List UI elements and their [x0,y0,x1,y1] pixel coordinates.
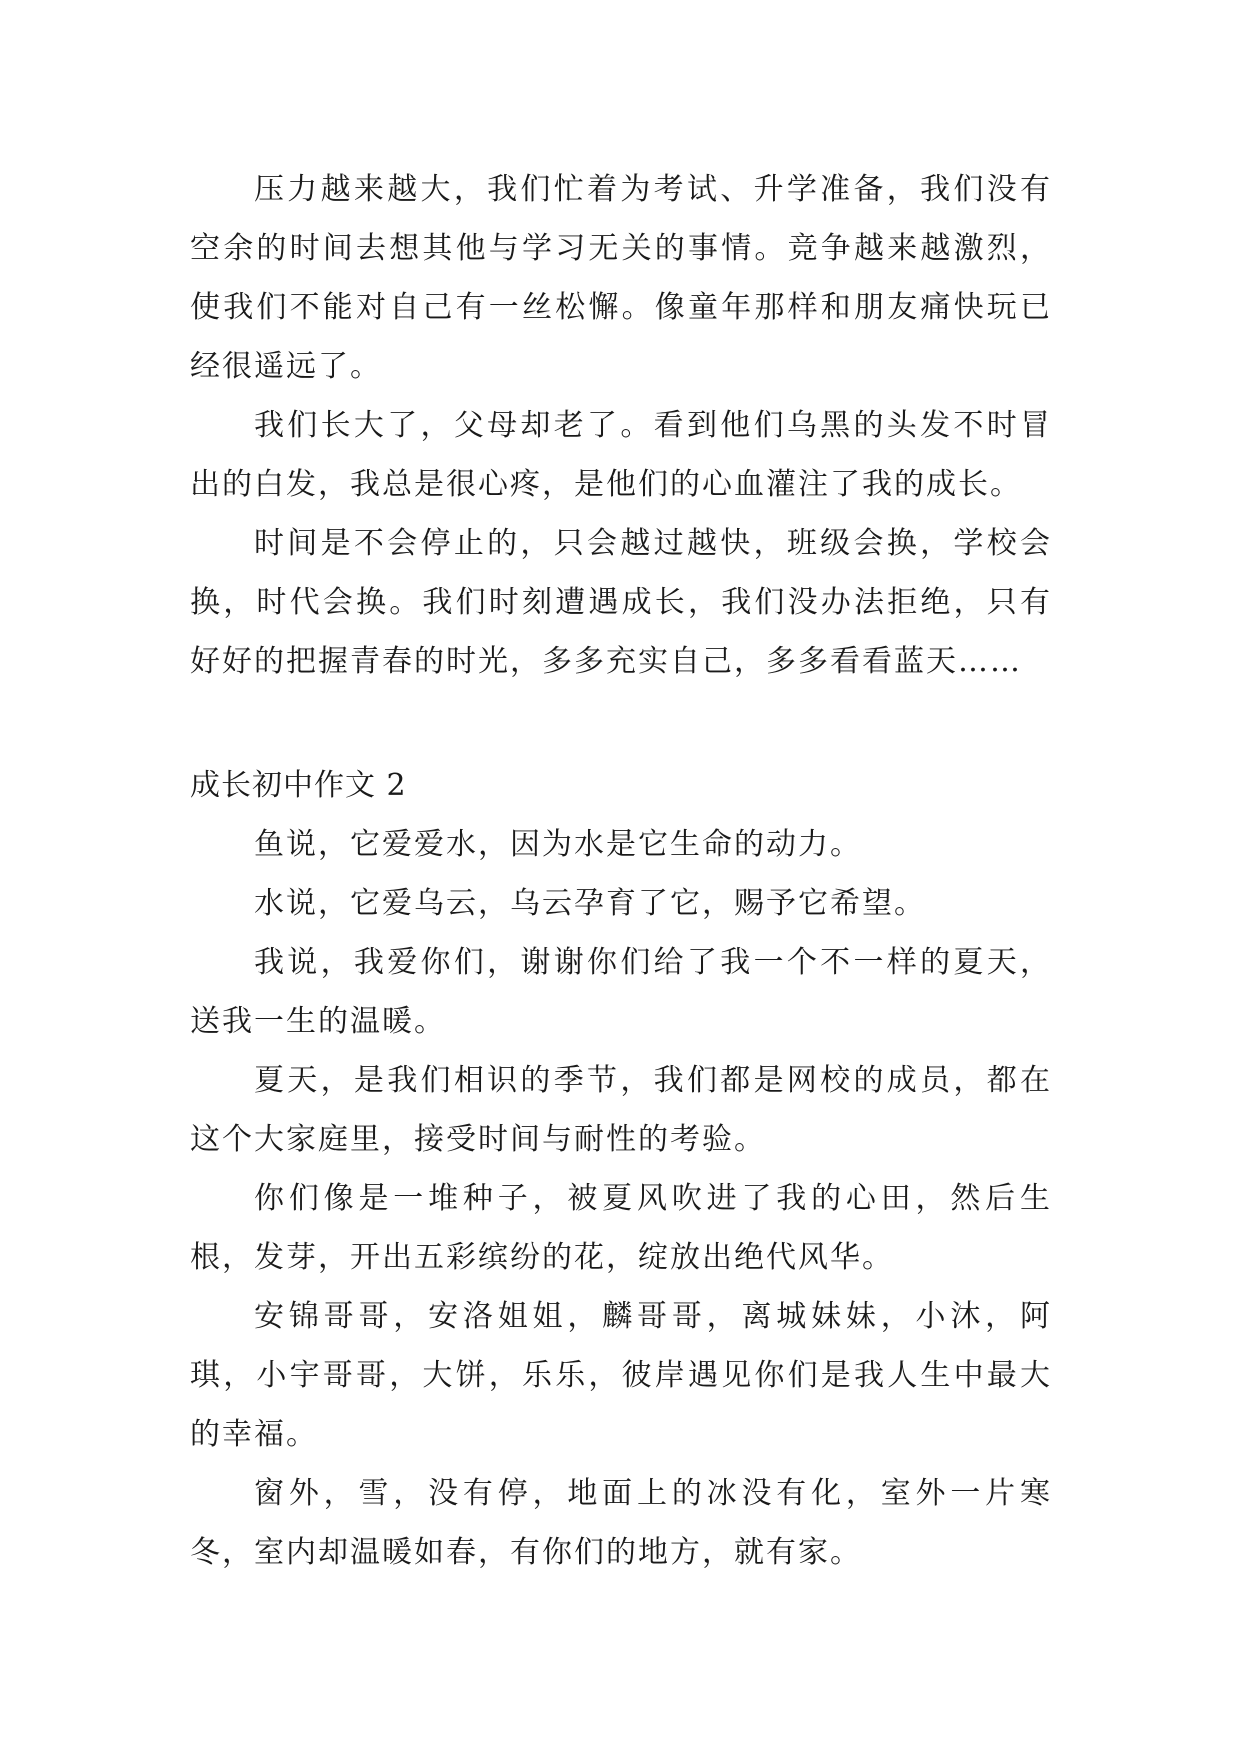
paragraph: 时间是不会停止的，只会越过越快，班级会换，学校会换，时代会换。我们时刻遭遇成长，我们没办法拒绝，只有好好的把握青春的时光，多多充实自己，多多看看蓝天…… [190,526,1052,679]
paragraph: 我说，我爱你们，谢谢你们给了我一个不一样的夏天，送我一生的温暖。 [190,945,1052,1039]
paragraph: 窗外，雪，没有停，地面上的冰没有化，室外一片寒冬，室内却温暖如春，有你们的地方，就有家。 [190,1476,1052,1570]
document-page [190,160,1052,1582]
paragraph: 我们长大了，父母却老了。看到他们乌黑的头发不时冒出的白发，我总是很心疼，是他们的心血灌注了我的成长。 [190,408,1052,502]
section-gap [190,691,1052,756]
paragraph: 安锦哥哥，安洛姐姐，麟哥哥，离城妹妹，小沐，阿琪，小宇哥哥，大饼，乐乐，彼岸遇见你们是我人生中最大的幸福。 [190,1299,1052,1452]
paragraph: 水说，它爱乌云，乌云孕育了它，赐予它希望。 [254,886,926,921]
paragraph: 压力越来越大，我们忙着为考试、升学准备，我们没有空余的时间去想其他与学习无关的事情。竞争越来越激烈，使我们不能对自己有一丝松懈。像童年那样和朋友痛快玩已经很遥远了。 [190,172,1052,384]
paragraph: 夏天，是我们相识的季节，我们都是网校的成员，都在这个大家庭里，接受时间与耐性的考验。 [190,1063,1052,1157]
paragraph: 鱼说，它爱爱水，因为水是它生命的动力。 [254,827,862,862]
paragraph: 你们像是一堆种子，被夏风吹进了我的心田，然后生根，发芽，开出五彩缤纷的花，绽放出绝代风华。 [190,1181,1052,1275]
section-title: 成长初中作文 2 [190,768,407,803]
